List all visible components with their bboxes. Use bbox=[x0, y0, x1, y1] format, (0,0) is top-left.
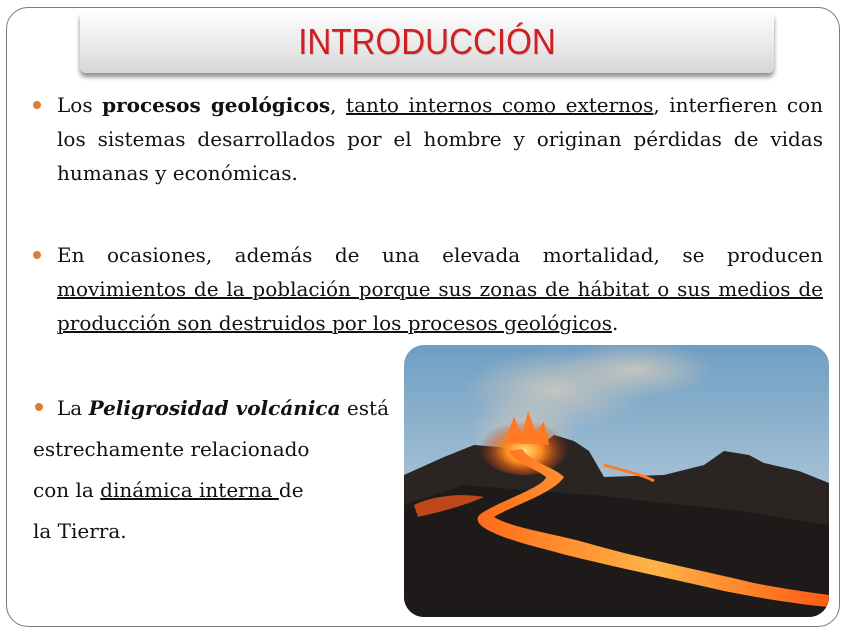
bullet2-text-a: En ocasiones, además de una elevada mortalidad, se producen bbox=[57, 243, 823, 267]
bullet3-line2: estrechamente relacionado bbox=[33, 437, 310, 461]
bullet3-bold-italic-term: Peligrosidad volcánica bbox=[88, 396, 341, 420]
bullet-dot-icon bbox=[33, 101, 41, 109]
bullet-dot-icon bbox=[35, 403, 43, 411]
bullet3-line1 bbox=[33, 388, 393, 429]
bullet-dot-icon bbox=[33, 251, 41, 259]
bullet3-line3-a: con la bbox=[33, 478, 101, 502]
title-banner bbox=[80, 11, 774, 73]
bullet2-underlined: movimientos de la población porque sus zonas de hábitat o sus medios de producción son destruidos por los procesos geológicos bbox=[57, 277, 823, 335]
bullet-peligrosidad-volcanica bbox=[33, 388, 393, 552]
bullet1-underlined: tanto internos como externos bbox=[346, 93, 654, 117]
bullet1-bold-term: procesos geológicos bbox=[102, 93, 331, 117]
volcano-illustration bbox=[404, 345, 829, 617]
volcano-photo bbox=[404, 345, 829, 617]
slide-title: INTRODUCCIÓN bbox=[298, 21, 556, 62]
bullet2-text-b: . bbox=[611, 311, 619, 335]
bullet3-text-b: está bbox=[340, 396, 389, 420]
bullet1-text-a: Los bbox=[57, 93, 103, 117]
bullet-mortalidad bbox=[57, 238, 823, 340]
bullet3-line3 bbox=[33, 470, 393, 511]
bullet3-text-a: La bbox=[57, 396, 89, 420]
bullet3-underlined: dinámica interna bbox=[100, 478, 279, 502]
bullet3-line4: la Tierra. bbox=[33, 519, 127, 543]
bullet-procesos-geologicos bbox=[57, 88, 823, 190]
bullet1-text-c: , interfieren con los sistemas desarrollados por el hombre y originan pérdidas de vidas humanas y económicas. bbox=[57, 93, 823, 185]
bullet3-line3-c: de bbox=[278, 478, 304, 502]
bullet1-text-b: , bbox=[330, 93, 347, 117]
